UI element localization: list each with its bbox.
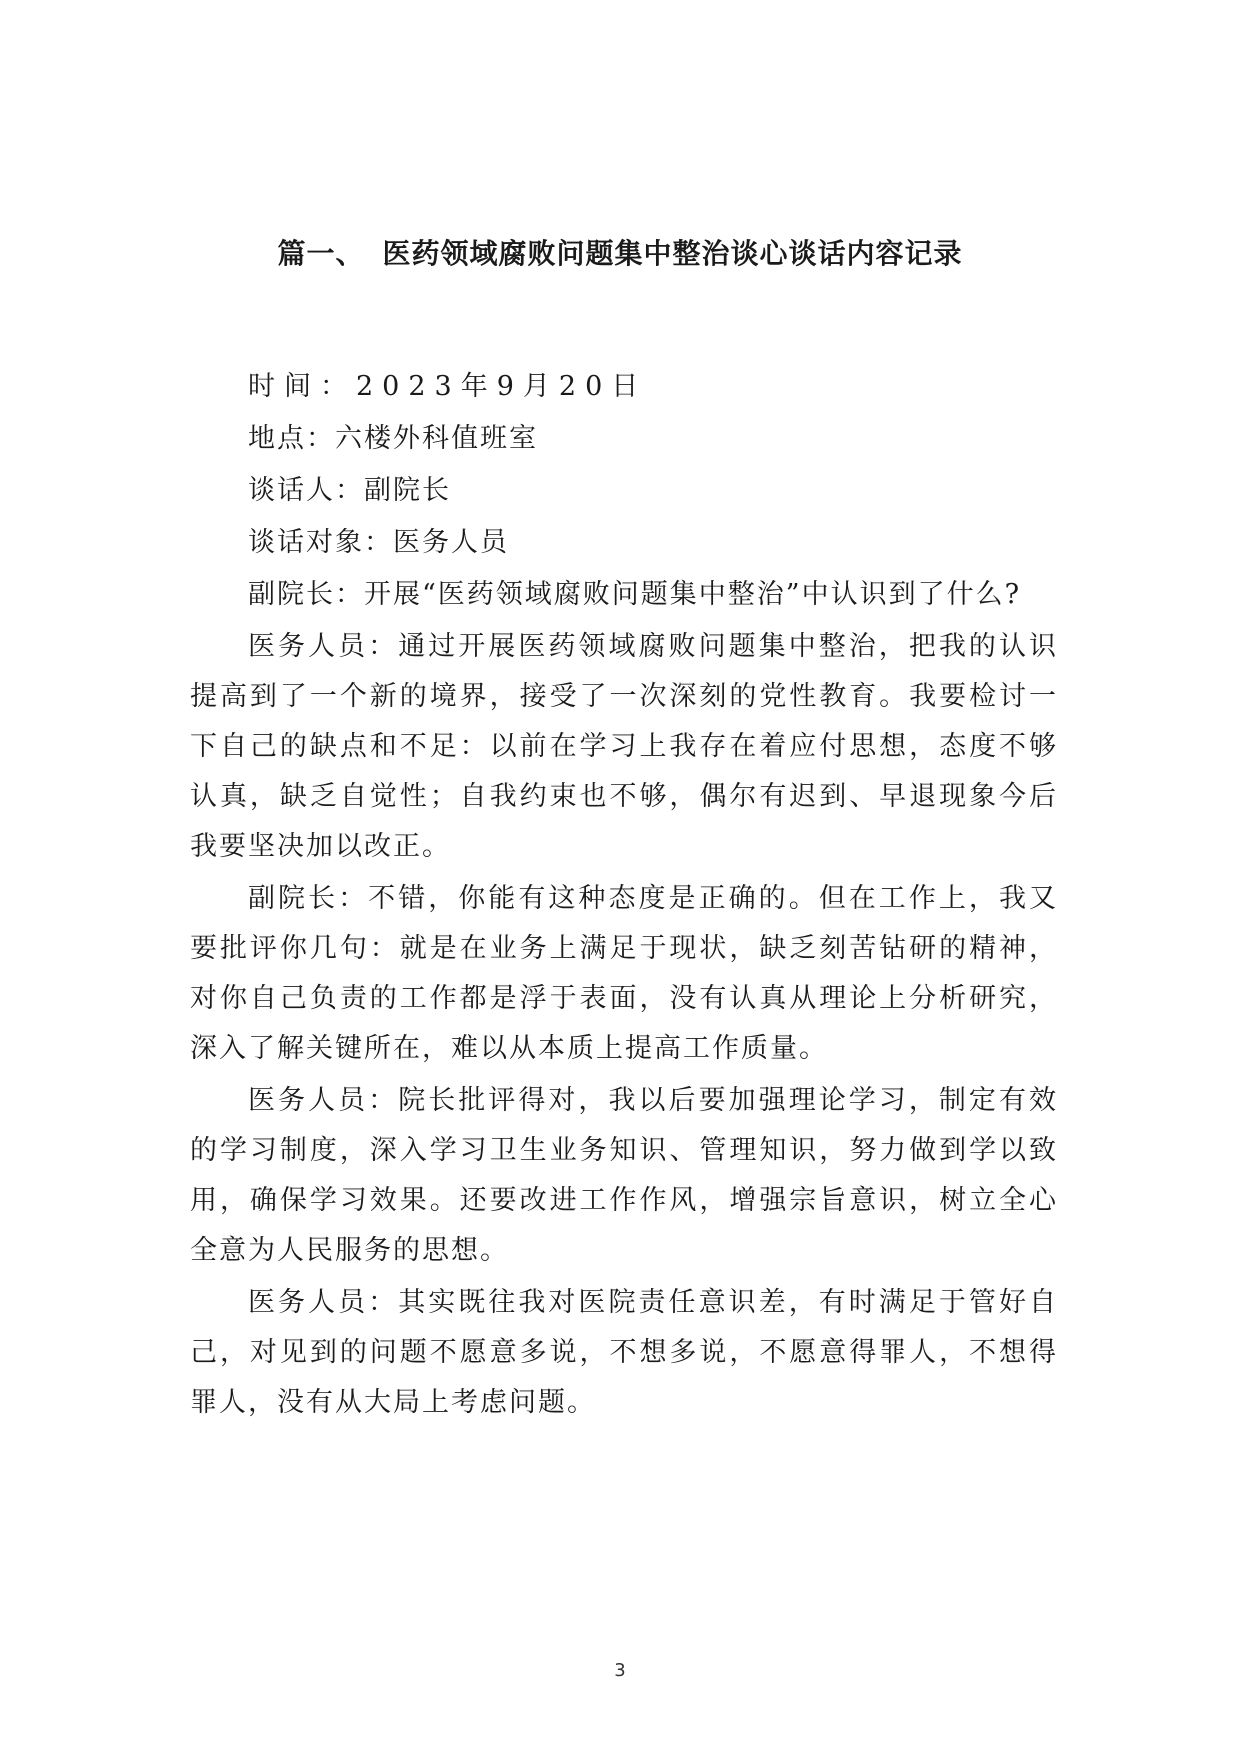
meeting-target: 谈话对象：医务人员 [248, 527, 509, 558]
meeting-speaker: 谈话人：副院长 [248, 475, 451, 506]
dialogue-paragraph: 副院长：开展“医药领域腐败问题集中整治”中认识到了什么? [248, 579, 1022, 610]
dialogue-paragraph: 医务人员：通过开展医药领域腐败问题集中整治，把我的认识提高到了一个新的境界，接受了一次深刻的党性教育。我要检讨一下自己的缺点和不足：以前在学习上我存在着应付思想，态度不够认真，缺乏自觉性；自我约束也不够，偶尔有迟到、早退现象今后我要坚决加以改正。 [190, 631, 1058, 862]
meeting-place: 地点：六楼外科值班室 [248, 423, 538, 454]
title-prefix: 篇一、 [277, 237, 365, 270]
dialogue-paragraph: 医务人员：院长批评得对，我以后要加强理论学习，制定有效的学习制度，深入学习卫生业务知识、管理知识，努力做到学以致用，确保学习效果。还要改进工作作风，增强宗旨意识，树立全心全意为人民服务的思想。 [190, 1085, 1058, 1266]
page-number: 3 [614, 1660, 626, 1681]
title-text: 医药领域腐败问题集中整治谈心谈话内容记录 [382, 237, 963, 270]
document-body [190, 362, 1058, 1430]
document-title [0, 232, 1240, 272]
dialogue-paragraph: 医务人员：其实既往我对医院责任意识差，有时满足于管好自己，对见到的问题不愿意多说，不想多说，不愿意得罪人，不想得罪人，没有从大局上考虑问题。 [190, 1287, 1058, 1418]
meeting-time: 时间：2023年9月20日 [248, 371, 648, 402]
dialogue-paragraph: 副院长：不错，你能有这种态度是正确的。但在工作上，我又要批评你几句：就是在业务上满足于现状，缺乏刻苦钻研的精神，对你自己负责的工作都是浮于表面，没有认真从理论上分析研究，深入了解关键所在，难以从本质上提高工作质量。 [190, 883, 1058, 1064]
